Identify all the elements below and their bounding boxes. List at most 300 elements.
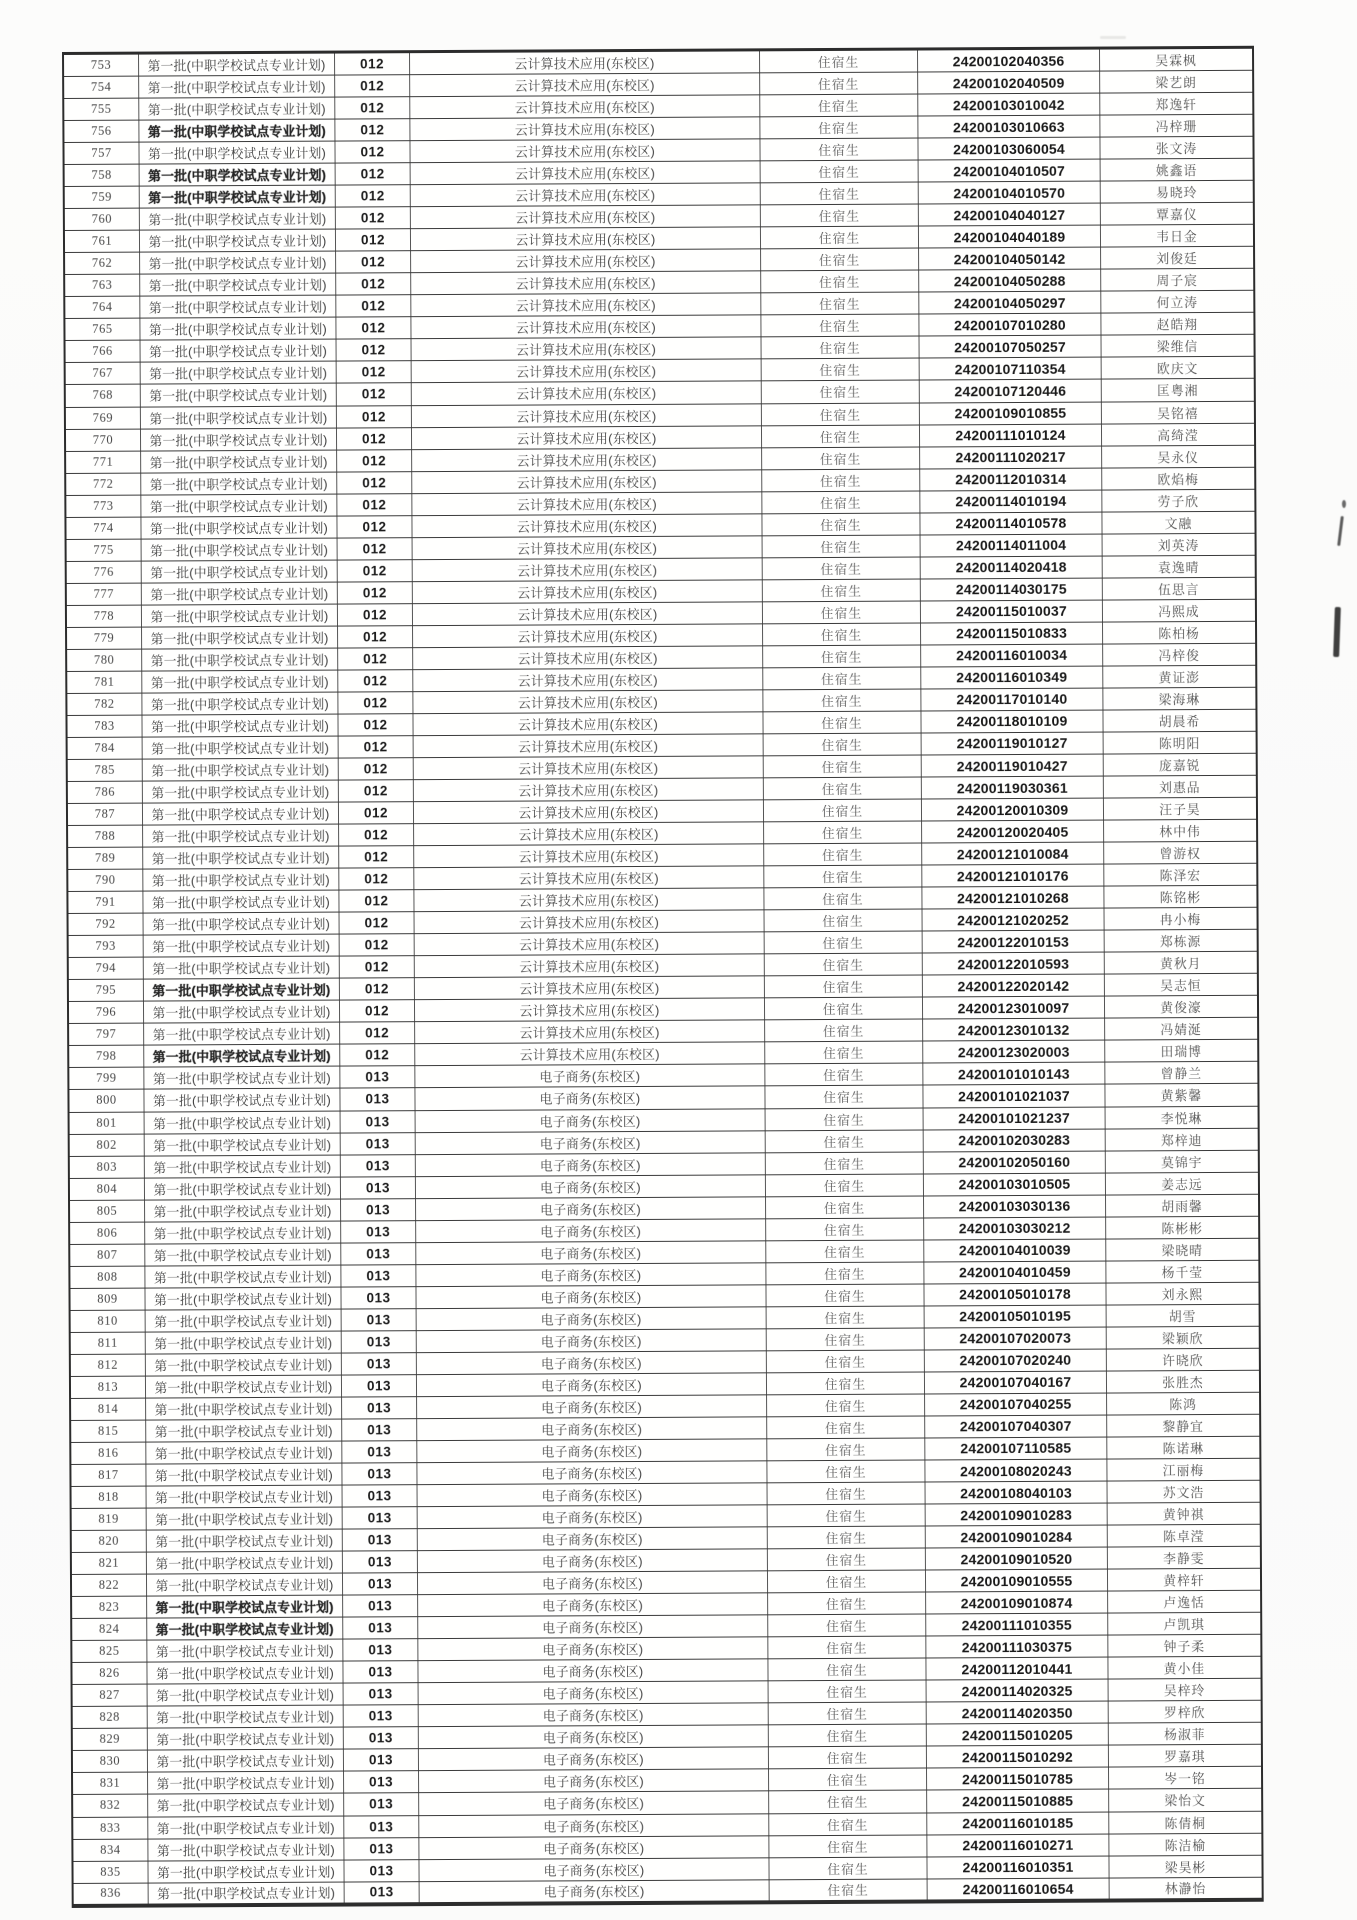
cell-major-name: 云计算技术应用(东校区) xyxy=(415,999,765,1022)
cell-row-number: 782 xyxy=(67,693,142,714)
cell-row-number: 829 xyxy=(73,1729,148,1750)
cell-student-name: 刘永熙 xyxy=(1161,1286,1204,1303)
cell-student-name: 冯梓俊 xyxy=(1158,647,1200,664)
cell-major-code: 012 xyxy=(338,714,413,735)
cell-residence: 住宿生 xyxy=(768,1505,926,1527)
cell-batch: 第一批(中职学校试点专业计划) xyxy=(144,1089,340,1111)
cell-student-name: 高绮滢 xyxy=(1157,427,1199,443)
cell-student-id: 24200114010194 xyxy=(920,490,1102,512)
cell-student-id: 24200103010042 xyxy=(918,94,1100,116)
cell-major-code: 012 xyxy=(337,340,412,361)
cell-row-number: 783 xyxy=(67,716,142,737)
cell-batch: 第一批(中职学校试点专业计划) xyxy=(141,428,337,450)
cell-row-number: 785 xyxy=(68,760,143,781)
cell-major-code: 013 xyxy=(342,1397,417,1418)
cell-row-number: 814 xyxy=(71,1398,146,1419)
cell-row-number: 779 xyxy=(67,627,142,648)
cell-residence: 住宿生 xyxy=(761,249,919,271)
cell-residence: 住宿生 xyxy=(762,491,920,513)
cell-student-name: 田瑞博 xyxy=(1160,1044,1202,1060)
cell-row-number: 770 xyxy=(66,429,141,450)
cell-residence: 住宿生 xyxy=(768,1637,926,1659)
cell-residence: 住宿生 xyxy=(763,535,921,557)
cell-major-name: 云计算技术应用(东校区) xyxy=(413,558,763,581)
cell-student-name: 冯婧涎 xyxy=(1160,1022,1202,1038)
cell-student-name: 卢逸恬 xyxy=(1163,1595,1205,1611)
cell-batch: 第一批(中职学校试点专业计划) xyxy=(142,626,338,648)
cell-residence: 住宿生 xyxy=(763,557,921,579)
cell-major-code: 012 xyxy=(337,384,412,405)
cell-batch: 第一批(中职学校试点专业计划) xyxy=(145,1155,341,1177)
cell-row-number: 830 xyxy=(73,1751,148,1772)
cell-major-code: 012 xyxy=(335,53,410,74)
cell-student-name: 吴梓玲 xyxy=(1163,1683,1206,1699)
cell-batch: 第一批(中职学校试点专业计划) xyxy=(143,803,339,825)
cell-row-number: 766 xyxy=(66,341,141,362)
cell-row-number: 776 xyxy=(67,561,142,582)
cell-major-name: 云计算技术应用(东校区) xyxy=(411,316,761,339)
cell-major-name: 电子商务(东校区) xyxy=(420,1880,770,1902)
cell-major-name: 云计算技术应用(东校区) xyxy=(410,95,760,118)
cell-residence: 住宿生 xyxy=(760,73,918,95)
cell-row-number: 832 xyxy=(73,1795,148,1816)
cell-row-number: 780 xyxy=(67,649,142,670)
cell-major-code: 012 xyxy=(338,604,413,625)
cell-student-id: 24200116010654 xyxy=(928,1878,1110,1899)
cell-student-id: 24200119030361 xyxy=(922,777,1104,799)
cell-row-number: 823 xyxy=(72,1597,147,1618)
cell-major-name: 电子商务(东校区) xyxy=(416,1131,766,1154)
cell-residence: 住宿生 xyxy=(766,1108,924,1130)
cell-batch: 第一批(中职学校试点专业计划) xyxy=(139,142,335,164)
cell-row-number: 808 xyxy=(70,1266,145,1287)
cell-residence: 住宿生 xyxy=(763,667,921,689)
cell-student-id: 24200103030212 xyxy=(924,1217,1106,1239)
cell-major-name: 电子商务(东校区) xyxy=(417,1395,767,1418)
cell-row-number: 818 xyxy=(72,1487,147,1508)
cell-major-name: 云计算技术应用(东校区) xyxy=(413,580,763,603)
cell-batch: 第一批(中职学校试点专业计划) xyxy=(145,1243,341,1265)
cell-batch: 第一批(中职学校试点专业计划) xyxy=(148,1772,344,1794)
scan-artifact-dot xyxy=(1342,500,1346,508)
cell-batch: 第一批(中职学校试点专业计划) xyxy=(139,120,335,142)
cell-row-number: 790 xyxy=(68,870,143,891)
cell-batch: 第一批(中职学校试点专业计划) xyxy=(145,1287,341,1309)
cell-batch: 第一批(中职学校试点专业计划) xyxy=(139,98,335,120)
cell-residence: 住宿生 xyxy=(763,623,921,645)
cell-residence: 住宿生 xyxy=(766,1130,924,1152)
cell-student-id: 24200120020405 xyxy=(922,821,1104,843)
cell-row-number: 800 xyxy=(69,1090,144,1111)
cell-student-id: 24200109010520 xyxy=(926,1548,1108,1570)
cell-row-number: 787 xyxy=(68,804,143,825)
cell-batch: 第一批(中职学校试点专业计划) xyxy=(141,406,337,428)
cell-student-name: 梁晓晴 xyxy=(1161,1242,1204,1258)
cell-student-id: 24200107040307 xyxy=(925,1415,1107,1437)
cell-major-code: 012 xyxy=(340,1045,415,1066)
cell-student-name: 陈卓滢 xyxy=(1163,1529,1205,1545)
cell-row-number: 778 xyxy=(67,605,142,626)
cell-residence: 住宿生 xyxy=(768,1483,926,1505)
cell-student-name: 姚鑫语 xyxy=(1155,163,1198,179)
cell-residence: 住宿生 xyxy=(768,1571,926,1593)
cell-residence: 住宿生 xyxy=(761,271,919,293)
cell-student-name: 罗梓欣 xyxy=(1163,1705,1206,1721)
cell-row-number: 777 xyxy=(67,583,142,604)
cell-major-name: 电子商务(东校区) xyxy=(418,1616,768,1639)
cell-student-name: 陈铭彬 xyxy=(1159,890,1202,906)
cell-major-code: 013 xyxy=(341,1287,416,1308)
cell-batch: 第一批(中职学校试点专业计划) xyxy=(144,913,340,935)
cell-student-id: 24200102040509 xyxy=(918,72,1100,94)
cell-batch: 第一批(中职学校试点专业计划) xyxy=(140,230,336,252)
cell-student-name: 许晓欣 xyxy=(1162,1352,1204,1369)
cell-major-name: 电子商务(东校区) xyxy=(418,1527,768,1550)
cell-student-id: 24200109010284 xyxy=(926,1526,1108,1548)
cell-student-id: 24200107110585 xyxy=(925,1438,1107,1460)
cell-major-name: 云计算技术应用(东校区) xyxy=(410,51,760,74)
cell-row-number: 789 xyxy=(68,848,143,869)
cell-major-code: 012 xyxy=(338,582,413,603)
cell-batch: 第一批(中职学校试点专业计划) xyxy=(141,472,337,494)
cell-residence: 住宿生 xyxy=(765,1086,923,1108)
cell-row-number: 824 xyxy=(72,1619,147,1640)
cell-row-number: 791 xyxy=(68,892,143,913)
cell-row-number: 827 xyxy=(73,1685,148,1706)
cell-student-id: 24200104040189 xyxy=(919,226,1101,248)
cell-major-name: 电子商务(东校区) xyxy=(417,1461,767,1484)
cell-student-name: 曾静兰 xyxy=(1160,1066,1203,1082)
cell-student-id: 24200116010185 xyxy=(927,1812,1109,1834)
cell-residence: 住宿生 xyxy=(763,689,921,711)
cell-major-name: 云计算技术应用(东校区) xyxy=(413,646,763,669)
cell-student-name: 黎静宜 xyxy=(1162,1418,1204,1435)
cell-major-name: 电子商务(东校区) xyxy=(417,1329,767,1352)
cell-residence: 住宿生 xyxy=(767,1306,925,1328)
cell-student-name: 梁昊彬 xyxy=(1164,1859,1207,1875)
cell-student-name: 匡粤湘 xyxy=(1157,383,1199,399)
cell-batch: 第一批(中职学校试点专业计划) xyxy=(144,1001,340,1023)
cell-student-id: 24200103010505 xyxy=(924,1173,1106,1195)
cell-residence: 住宿生 xyxy=(762,425,920,447)
cell-student-name: 陈柏杨 xyxy=(1158,625,1200,642)
cell-student-name: 陈泽宏 xyxy=(1159,868,1202,884)
cell-student-name: 杨千莹 xyxy=(1161,1264,1204,1280)
cell-row-number: 822 xyxy=(72,1575,147,1596)
cell-student-name: 冯梓珊 xyxy=(1155,119,1198,135)
cell-batch: 第一批(中职学校试点专业计划) xyxy=(142,692,338,714)
cell-residence: 住宿生 xyxy=(764,866,922,888)
cell-major-name: 电子商务(东校区) xyxy=(416,1285,766,1308)
cell-student-name: 韦日金 xyxy=(1156,229,1198,245)
admission-table xyxy=(62,46,1264,1908)
cell-residence: 住宿生 xyxy=(762,337,920,359)
cell-major-name: 云计算技术应用(东校区) xyxy=(411,228,761,251)
cell-major-name: 云计算技术应用(东校区) xyxy=(415,977,765,1000)
cell-major-code: 013 xyxy=(341,1221,416,1242)
cell-major-code: 013 xyxy=(344,1838,419,1859)
cell-major-code: 013 xyxy=(341,1265,416,1286)
cell-major-name: 云计算技术应用(东校区) xyxy=(414,756,764,779)
cell-major-name: 云计算技术应用(东校区) xyxy=(410,117,760,140)
cell-residence: 住宿生 xyxy=(764,778,922,800)
cell-residence: 住宿生 xyxy=(765,1020,923,1042)
cell-student-id: 24200102040356 xyxy=(918,50,1100,72)
cell-student-id: 24200114020418 xyxy=(921,556,1103,578)
cell-row-number: 809 xyxy=(70,1288,145,1309)
cell-major-name: 云计算技术应用(东校区) xyxy=(413,690,763,713)
cell-major-code: 013 xyxy=(344,1705,419,1726)
cell-residence: 住宿生 xyxy=(767,1350,925,1372)
cell-major-name: 云计算技术应用(东校区) xyxy=(412,404,762,427)
cell-major-name: 云计算技术应用(东校区) xyxy=(415,1021,765,1044)
cell-student-name: 钟子柔 xyxy=(1163,1639,1206,1655)
cell-residence: 住宿生 xyxy=(761,161,919,183)
cell-residence: 住宿生 xyxy=(762,513,920,535)
cell-row-number: 813 xyxy=(71,1376,146,1397)
cell-student-id: 24200123010097 xyxy=(923,997,1105,1019)
cell-major-code: 013 xyxy=(341,1155,416,1176)
cell-major-code: 012 xyxy=(337,450,412,471)
cell-student-id: 24200104050297 xyxy=(919,292,1101,314)
cell-major-name: 电子商务(东校区) xyxy=(419,1682,769,1705)
cell-major-name: 云计算技术应用(东校区) xyxy=(414,800,764,823)
cell-row-number: 821 xyxy=(72,1553,147,1574)
cell-major-name: 云计算技术应用(东校区) xyxy=(411,162,761,185)
cell-residence: 住宿生 xyxy=(767,1416,925,1438)
cell-student-name: 江丽梅 xyxy=(1162,1463,1205,1479)
cell-major-name: 电子商务(东校区) xyxy=(417,1351,767,1374)
cell-residence: 住宿生 xyxy=(765,998,923,1020)
cell-major-code: 013 xyxy=(343,1639,418,1660)
cell-major-code: 013 xyxy=(344,1860,419,1881)
cell-batch: 第一批(中职学校试点专业计划) xyxy=(140,318,336,340)
cell-batch: 第一批(中职学校试点专业计划) xyxy=(142,538,338,560)
cell-row-number: 826 xyxy=(72,1663,147,1684)
cell-residence: 住宿生 xyxy=(760,139,918,161)
cell-student-name: 陈倩桐 xyxy=(1164,1815,1207,1831)
cell-student-name: 吴铭禧 xyxy=(1157,405,1199,421)
cell-row-number: 794 xyxy=(69,958,144,979)
cell-major-code: 012 xyxy=(340,1001,415,1022)
cell-row-number: 834 xyxy=(73,1839,148,1860)
cell-student-id: 24200121010084 xyxy=(922,843,1104,865)
cell-major-code: 013 xyxy=(343,1617,418,1638)
cell-student-name: 冯熙成 xyxy=(1158,603,1200,620)
cell-student-id: 24200109010283 xyxy=(926,1504,1108,1526)
cell-residence: 住宿生 xyxy=(769,1681,927,1703)
cell-student-id: 24200117010140 xyxy=(921,688,1103,710)
cell-major-name: 云计算技术应用(东校区) xyxy=(413,602,763,625)
cell-batch: 第一批(中职学校试点专业计划) xyxy=(148,1750,344,1772)
cell-student-id: 24200118010109 xyxy=(921,710,1103,732)
cell-batch: 第一批(中职学校试点专业计划) xyxy=(146,1353,342,1375)
cell-major-name: 云计算技术应用(东校区) xyxy=(414,844,764,867)
cell-batch: 第一批(中职学校试点专业计划) xyxy=(147,1552,343,1574)
cell-student-name: 欧庆文 xyxy=(1156,361,1199,377)
cell-batch: 第一批(中职学校试点专业计划) xyxy=(145,1221,341,1243)
cell-student-name: 周子宸 xyxy=(1156,273,1198,289)
cell-major-code: 012 xyxy=(336,207,411,228)
cell-row-number: 810 xyxy=(71,1310,146,1331)
cell-major-code: 013 xyxy=(343,1529,418,1550)
cell-student-id: 24200107020240 xyxy=(925,1349,1107,1371)
cell-batch: 第一批(中职学校试点专业计划) xyxy=(141,340,337,362)
cell-batch: 第一批(中职学校试点专业计划) xyxy=(140,296,336,318)
cell-row-number: 819 xyxy=(72,1509,147,1530)
cell-batch: 第一批(中职学校试点专业计划) xyxy=(143,869,339,891)
cell-major-code: 013 xyxy=(344,1772,419,1793)
cell-student-name: 苏文浩 xyxy=(1162,1485,1205,1501)
cell-student-id: 24200104050288 xyxy=(919,270,1101,292)
cell-row-number: 757 xyxy=(64,143,139,164)
cell-batch: 第一批(中职学校试点专业计划) xyxy=(148,1684,344,1706)
cell-row-number: 786 xyxy=(68,782,143,803)
cell-residence: 住宿生 xyxy=(765,1042,923,1064)
cell-major-code: 013 xyxy=(340,1089,415,1110)
cell-student-id: 24200104010459 xyxy=(924,1261,1106,1283)
cell-major-name: 电子商务(东校区) xyxy=(418,1549,768,1572)
cell-major-name: 电子商务(东校区) xyxy=(417,1417,767,1440)
cell-student-id: 24200105010178 xyxy=(924,1283,1106,1305)
cell-residence: 住宿生 xyxy=(765,976,923,998)
cell-batch: 第一批(中职学校试点专业计划) xyxy=(146,1331,342,1353)
cell-student-name: 莫锦宇 xyxy=(1161,1154,1203,1170)
cell-major-code: 013 xyxy=(343,1661,418,1682)
cell-student-name: 文融 xyxy=(1164,515,1193,531)
cell-batch: 第一批(中职学校试点专业计划) xyxy=(144,957,340,979)
cell-student-id: 24200121020252 xyxy=(923,909,1105,931)
cell-student-name: 李悦琳 xyxy=(1160,1110,1203,1126)
cell-major-name: 电子商务(东校区) xyxy=(416,1241,766,1264)
cell-student-id: 24200123010132 xyxy=(923,1019,1105,1041)
cell-batch: 第一批(中职学校试点专业计划) xyxy=(141,516,337,538)
cell-residence: 住宿生 xyxy=(763,711,921,733)
cell-residence: 住宿生 xyxy=(767,1394,925,1416)
cell-student-name: 陈明阳 xyxy=(1158,736,1201,752)
cell-major-code: 013 xyxy=(341,1177,416,1198)
cell-residence: 住宿生 xyxy=(764,800,922,822)
cell-residence: 住宿生 xyxy=(769,1703,927,1725)
cell-residence: 住宿生 xyxy=(767,1460,925,1482)
cell-residence: 住宿生 xyxy=(769,1813,927,1835)
cell-row-number: 772 xyxy=(66,473,141,494)
cell-major-name: 电子商务(东校区) xyxy=(416,1109,766,1132)
cell-major-name: 电子商务(东校区) xyxy=(418,1505,768,1528)
cell-student-id: 24200115010292 xyxy=(927,1746,1109,1768)
cell-batch: 第一批(中职学校试点专业计划) xyxy=(148,1816,344,1838)
cell-row-number: 792 xyxy=(69,914,144,935)
cell-residence: 住宿生 xyxy=(764,756,922,778)
cell-batch: 第一批(中职学校试点专业计划) xyxy=(140,274,336,296)
cell-student-name: 张文涛 xyxy=(1155,141,1198,157)
cell-student-id: 24200103010663 xyxy=(918,116,1100,138)
cell-batch: 第一批(中职学校试点专业计划) xyxy=(140,164,336,186)
cell-student-id: 24200115010785 xyxy=(927,1768,1109,1790)
cell-student-name: 梁颖欣 xyxy=(1162,1330,1204,1347)
cell-major-code: 012 xyxy=(338,626,413,647)
cell-row-number: 769 xyxy=(66,407,141,428)
cell-batch: 第一批(中职学校试点专业计划) xyxy=(145,1133,341,1155)
cell-student-name: 冉小梅 xyxy=(1159,912,1202,928)
cell-row-number: 759 xyxy=(65,187,140,208)
cell-student-name: 刘惠品 xyxy=(1159,780,1201,796)
cell-residence: 住宿生 xyxy=(769,1769,927,1791)
cell-residence: 住宿生 xyxy=(760,117,918,139)
cell-major-code: 013 xyxy=(342,1353,417,1374)
cell-row-number: 806 xyxy=(70,1222,145,1243)
cell-row-number: 831 xyxy=(73,1773,148,1794)
cell-student-id: 24200107120446 xyxy=(920,380,1102,402)
cell-row-number: 805 xyxy=(70,1200,145,1221)
cell-residence: 住宿生 xyxy=(762,403,920,425)
cell-residence: 住宿生 xyxy=(763,601,921,623)
cell-batch: 第一批(中职学校试点专业计划) xyxy=(147,1662,343,1684)
cell-batch: 第一批(中职学校试点专业计划) xyxy=(147,1530,343,1552)
cell-major-code: 012 xyxy=(337,362,412,383)
cell-student-name: 陈洁榆 xyxy=(1164,1837,1207,1853)
cell-batch: 第一批(中职学校试点专业计划) xyxy=(140,252,336,274)
cell-student-id: 24200115010037 xyxy=(921,600,1103,622)
cell-batch: 第一批(中职学校试点专业计划) xyxy=(141,494,337,516)
cell-student-name: 袁逸晴 xyxy=(1157,559,1200,576)
cell-student-name: 劳子欣 xyxy=(1157,493,1200,509)
cell-student-id: 24200119010127 xyxy=(922,733,1104,755)
cell-student-name: 易晓玲 xyxy=(1156,185,1198,201)
cell-batch: 第一批(中职学校试点专业计划) xyxy=(146,1309,342,1331)
cell-student-id: 24200101010143 xyxy=(923,1063,1105,1085)
cell-batch: 第一批(中职学校试点专业计划) xyxy=(143,825,339,847)
cell-major-name: 电子商务(东校区) xyxy=(419,1726,769,1749)
cell-major-code: 012 xyxy=(337,406,412,427)
cell-batch: 第一批(中职学校试点专业计划) xyxy=(146,1419,342,1441)
cell-residence: 住宿生 xyxy=(768,1527,926,1549)
cell-residence: 住宿生 xyxy=(770,1879,928,1900)
cell-student-id: 24200115010885 xyxy=(927,1790,1109,1812)
cell-residence: 住宿生 xyxy=(767,1328,925,1350)
cell-batch: 第一批(中职学校试点专业计划) xyxy=(144,1023,340,1045)
cell-major-name: 云计算技术应用(东校区) xyxy=(411,250,761,273)
cell-major-code: 013 xyxy=(342,1331,417,1352)
cell-major-name: 云计算技术应用(东校区) xyxy=(414,822,764,845)
cell-residence: 住宿生 xyxy=(765,1064,923,1086)
cell-major-name: 云计算技术应用(东校区) xyxy=(411,184,761,207)
cell-major-name: 云计算技术应用(东校区) xyxy=(413,624,763,647)
cell-student-name: 梁海琳 xyxy=(1158,691,1201,708)
cell-student-name: 梁怡文 xyxy=(1164,1793,1206,1809)
cell-batch: 第一批(中职学校试点专业计划) xyxy=(147,1574,343,1596)
cell-student-name: 黄证澎 xyxy=(1158,669,1201,686)
cell-row-number: 796 xyxy=(69,1002,144,1023)
cell-student-name: 覃嘉仪 xyxy=(1156,207,1198,223)
cell-major-name: 云计算技术应用(东校区) xyxy=(412,514,762,537)
cell-major-name: 云计算技术应用(东校区) xyxy=(414,778,764,801)
cell-student-name: 曾游权 xyxy=(1159,846,1201,862)
cell-batch: 第一批(中职学校试点专业计划) xyxy=(143,737,339,759)
cell-major-name: 电子商务(东校区) xyxy=(418,1638,768,1661)
cell-student-id: 24200109010555 xyxy=(926,1570,1108,1592)
cell-student-id: 24200116010034 xyxy=(921,644,1103,666)
cell-student-id: 24200101021237 xyxy=(924,1107,1106,1129)
cell-batch: 第一批(中职学校试点专业计划) xyxy=(142,648,338,670)
cell-residence: 住宿生 xyxy=(764,888,922,910)
cell-row-number: 771 xyxy=(66,451,141,472)
cell-student-name: 陈诺琳 xyxy=(1162,1441,1205,1457)
cell-residence: 住宿生 xyxy=(762,381,920,403)
cell-major-code: 012 xyxy=(335,97,410,118)
cell-student-id: 24200107050257 xyxy=(920,336,1102,358)
cell-batch: 第一批(中职学校试点专业计划) xyxy=(144,1067,340,1089)
